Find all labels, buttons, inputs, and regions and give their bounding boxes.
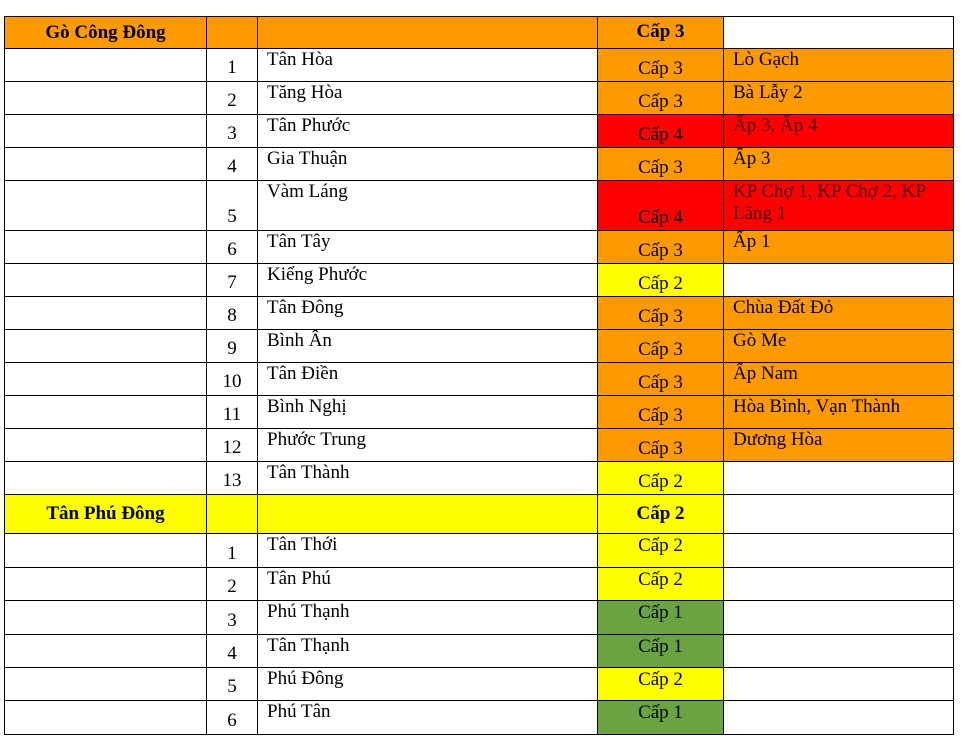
district-number-cell: [207, 495, 258, 534]
row-number: 7: [207, 264, 258, 297]
district-area-cell: [724, 495, 954, 534]
risk-level-badge: Cấp 3: [598, 330, 724, 363]
commune-name: Tân Thành: [258, 462, 598, 495]
table-row: [5, 115, 954, 148]
affected-areas: Dương Hòa: [724, 429, 954, 462]
district-cell: [5, 396, 207, 429]
district-level: Cấp 2: [598, 495, 724, 534]
row-number: 4: [207, 148, 258, 181]
table-row: [5, 668, 954, 701]
district-cell: [5, 568, 207, 601]
row-number: 3: [207, 601, 258, 635]
affected-areas: Ấp 1: [724, 231, 954, 264]
row-number: 1: [207, 49, 258, 82]
district-number-cell: [207, 17, 258, 49]
table-row: [5, 635, 954, 668]
risk-level-badge: Cấp 3: [598, 363, 724, 396]
commune-name: Bình Nghị: [258, 396, 598, 429]
commune-name: Tân Phước: [258, 115, 598, 148]
district-cell: [5, 82, 207, 115]
affected-areas: [724, 568, 954, 601]
district-cell: [5, 181, 207, 231]
district-level: Cấp 3: [598, 17, 724, 49]
affected-areas: [724, 601, 954, 635]
risk-level-badge: Cấp 2: [598, 668, 724, 701]
table-row: [5, 82, 954, 115]
row-number: 2: [207, 82, 258, 115]
district-cell: [5, 115, 207, 148]
row-number: 10: [207, 363, 258, 396]
row-number: 12: [207, 429, 258, 462]
district-name-cell: [258, 17, 598, 49]
table-row: [5, 568, 954, 601]
commune-name: Phước Trung: [258, 429, 598, 462]
risk-level-badge: Cấp 4: [598, 115, 724, 148]
commune-name: Tân Đông: [258, 297, 598, 330]
affected-areas: Ấp 3: [724, 148, 954, 181]
commune-name: Tân Điền: [258, 363, 598, 396]
row-number: 5: [207, 668, 258, 701]
row-number: 2: [207, 568, 258, 601]
row-number: 11: [207, 396, 258, 429]
risk-level-badge: Cấp 1: [598, 635, 724, 668]
district-name-cell: [258, 495, 598, 534]
affected-areas: Ấp 3, Ấp 4: [724, 115, 954, 148]
table-row: [5, 396, 954, 429]
table-row: [5, 231, 954, 264]
risk-level-badge: Cấp 2: [598, 534, 724, 568]
commune-name: Tân Thạnh: [258, 635, 598, 668]
district-cell: [5, 701, 207, 735]
row-number: 8: [207, 297, 258, 330]
risk-level-badge: Cấp 3: [598, 49, 724, 82]
table-row: [5, 701, 954, 735]
affected-areas: [724, 534, 954, 568]
commune-name: Vàm Láng: [258, 181, 598, 231]
affected-areas: Lò Gạch: [724, 49, 954, 82]
affected-areas: Chùa Đất Đỏ: [724, 297, 954, 330]
risk-level-badge: Cấp 1: [598, 701, 724, 735]
risk-level-badge: Cấp 3: [598, 429, 724, 462]
table-row: [5, 49, 954, 82]
risk-level-table: [4, 16, 954, 735]
commune-name: Phú Đông: [258, 668, 598, 701]
district-cell: [5, 534, 207, 568]
district-cell: [5, 231, 207, 264]
affected-areas: [724, 462, 954, 495]
table-row: [5, 534, 954, 568]
district-name: Tân Phú Đông: [5, 495, 207, 534]
affected-areas: Hòa Bình, Vạn Thành: [724, 396, 954, 429]
table-row: [5, 264, 954, 297]
commune-name: Tân Tây: [258, 231, 598, 264]
row-number: 3: [207, 115, 258, 148]
commune-name: Tân Phú: [258, 568, 598, 601]
commune-name: Phú Thạnh: [258, 601, 598, 635]
row-number: 6: [207, 701, 258, 735]
commune-name: Gia Thuận: [258, 148, 598, 181]
risk-level-badge: Cấp 3: [598, 396, 724, 429]
risk-level-badge: Cấp 3: [598, 82, 724, 115]
district-cell: [5, 264, 207, 297]
risk-level-badge: Cấp 2: [598, 264, 724, 297]
affected-areas: Gò Me: [724, 330, 954, 363]
district-cell: [5, 635, 207, 668]
table-row: [5, 181, 954, 231]
district-area-cell: [724, 17, 954, 49]
affected-areas: [724, 635, 954, 668]
row-number: 6: [207, 231, 258, 264]
affected-areas: [724, 668, 954, 701]
row-number: 5: [207, 181, 258, 231]
district-name: Gò Công Đông: [5, 17, 207, 49]
row-number: 1: [207, 534, 258, 568]
risk-level-badge: Cấp 1: [598, 601, 724, 635]
table-body: [5, 17, 954, 735]
affected-areas: [724, 701, 954, 735]
district-cell: [5, 148, 207, 181]
district-cell: [5, 363, 207, 396]
table-row: [5, 330, 954, 363]
row-number: 13: [207, 462, 258, 495]
table-row: [5, 148, 954, 181]
district-cell: [5, 601, 207, 635]
risk-level-badge: Cấp 2: [598, 568, 724, 601]
risk-level-badge: Cấp 3: [598, 297, 724, 330]
risk-level-badge: Cấp 4: [598, 181, 724, 231]
risk-level-badge: Cấp 3: [598, 148, 724, 181]
table-row: [5, 297, 954, 330]
affected-areas: [724, 264, 954, 297]
district-header-row: [5, 495, 954, 534]
affected-areas: KP Chợ 1, KP Chợ 2, KP Lăng 1: [724, 181, 954, 231]
risk-level-badge: Cấp 2: [598, 462, 724, 495]
affected-areas: Ấp Nam: [724, 363, 954, 396]
table-row: [5, 363, 954, 396]
risk-level-badge: Cấp 3: [598, 231, 724, 264]
commune-name: Kiểng Phước: [258, 264, 598, 297]
table-row: [5, 429, 954, 462]
district-cell: [5, 668, 207, 701]
table-row: [5, 601, 954, 635]
district-cell: [5, 49, 207, 82]
commune-name: Tân Thới: [258, 534, 598, 568]
district-cell: [5, 462, 207, 495]
district-cell: [5, 330, 207, 363]
commune-name: Tân Hòa: [258, 49, 598, 82]
district-header-row: [5, 17, 954, 49]
affected-areas: Bà Lẫy 2: [724, 82, 954, 115]
commune-name: Tăng Hòa: [258, 82, 598, 115]
commune-name: Bình Ân: [258, 330, 598, 363]
row-number: 4: [207, 635, 258, 668]
district-cell: [5, 429, 207, 462]
table-row: [5, 462, 954, 495]
commune-name: Phú Tân: [258, 701, 598, 735]
row-number: 9: [207, 330, 258, 363]
district-cell: [5, 297, 207, 330]
